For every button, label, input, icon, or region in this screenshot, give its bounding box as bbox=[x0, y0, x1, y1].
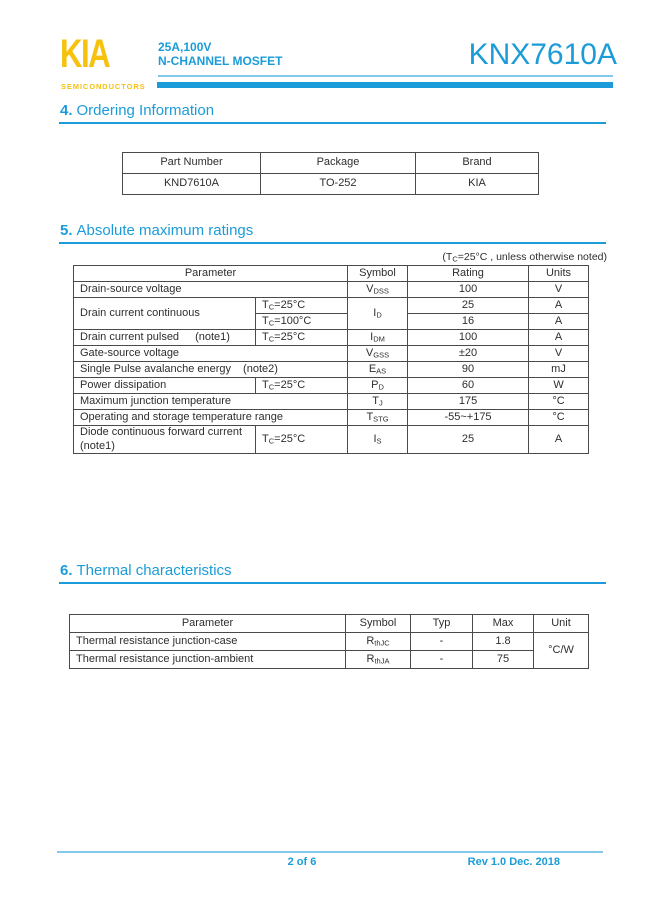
cell-unit: V bbox=[529, 346, 589, 362]
conditions-note: ($T_C=25^\circ C$ , unless otherwise noted) bbox=[442, 251, 607, 264]
cell-rating: 100 bbox=[408, 282, 529, 298]
table-row-rthja bbox=[70, 651, 589, 669]
table-row-eas bbox=[74, 362, 589, 378]
product-subtitle bbox=[158, 40, 282, 68]
logo-caption: SEMICONDUCTORS bbox=[61, 82, 146, 91]
kia-logo: KIA bbox=[60, 32, 110, 76]
table-row-vgss bbox=[74, 346, 589, 362]
cell-rating: ±20 bbox=[408, 346, 529, 362]
cell-parameter: Drain current continuous bbox=[74, 298, 256, 330]
section-number: 5. bbox=[60, 222, 73, 239]
cell-package: TO-252 bbox=[261, 174, 416, 195]
footer-rule bbox=[57, 851, 603, 853]
section-title: Absolute maximum ratings bbox=[76, 222, 254, 239]
col-header-rating: Rating bbox=[408, 266, 529, 282]
cell-max: 1.8 bbox=[473, 633, 534, 651]
cell-condition: $T_C=25^\circ C$ bbox=[256, 378, 348, 394]
cell-rating: 90 bbox=[408, 362, 529, 378]
cell-rating: 25 bbox=[408, 298, 529, 314]
section-rule bbox=[59, 122, 606, 124]
table-header-row bbox=[74, 266, 589, 282]
col-header-parameter: Parameter bbox=[74, 266, 348, 282]
section-heading-ordering bbox=[60, 102, 214, 119]
section-title: Ordering Information bbox=[76, 102, 215, 119]
product-type-line: N-CHANNEL MOSFET bbox=[158, 54, 283, 68]
cell-parameter: Drain current pulsed (note1) bbox=[74, 330, 256, 346]
cell-unit: °C/W bbox=[534, 633, 589, 669]
section-number: 4. bbox=[60, 102, 73, 119]
part-number-title: KNX7610A bbox=[468, 38, 617, 71]
cell-symbol: $T_{STG}$ bbox=[348, 410, 408, 426]
cell-part-number: KND7610A bbox=[123, 174, 261, 195]
cell-unit: A bbox=[529, 298, 589, 314]
col-header-max: Max bbox=[473, 615, 534, 633]
cell-parameter: Maximum junction temperature bbox=[74, 394, 348, 410]
cell-parameter: Single Pulse avalanche energy (note2) bbox=[74, 362, 348, 378]
cell-symbol: $V_{GSS}$ bbox=[348, 346, 408, 362]
col-header-brand: Brand bbox=[416, 153, 539, 174]
cell-parameter: Thermal resistance junction-case bbox=[70, 633, 346, 651]
cell-condition: $T_C=100^\circ C$ bbox=[256, 314, 348, 330]
table-row-pd bbox=[74, 378, 589, 394]
section-heading-ratings bbox=[60, 222, 253, 239]
cell-symbol: $E_{AS}$ bbox=[348, 362, 408, 378]
cell-rating: 175 bbox=[408, 394, 529, 410]
cell-parameter: Operating and storage temperature range bbox=[74, 410, 348, 426]
cell-typ: - bbox=[411, 633, 473, 651]
cell-rating: -55~+175 bbox=[408, 410, 529, 426]
table-row-tj bbox=[74, 394, 589, 410]
cell-unit: V bbox=[529, 282, 589, 298]
thermal-table bbox=[69, 614, 589, 669]
table-header-row bbox=[70, 615, 589, 633]
cell-unit: A bbox=[529, 330, 589, 346]
cell-parameter: Power dissipation bbox=[74, 378, 256, 394]
cell-symbol: $I_S$ bbox=[348, 426, 408, 454]
cell-symbol: $R_{thJC}$ bbox=[346, 633, 411, 651]
cell-unit: °C bbox=[529, 410, 589, 426]
table-row bbox=[123, 174, 539, 195]
cell-symbol: $T_J$ bbox=[348, 394, 408, 410]
cell-max: 75 bbox=[473, 651, 534, 669]
table-row-is bbox=[74, 426, 589, 454]
header-rule-thick bbox=[157, 82, 613, 88]
cell-condition: $T_C=25^\circ C$ bbox=[256, 426, 348, 454]
section-heading-thermal bbox=[60, 562, 232, 579]
revision-label: Rev 1.0 Dec. 2018 bbox=[467, 856, 560, 868]
ordering-table bbox=[122, 152, 539, 195]
table-row-idm bbox=[74, 330, 589, 346]
cell-unit: mJ bbox=[529, 362, 589, 378]
cell-symbol: $I_D$ bbox=[348, 298, 408, 330]
cell-parameter: Drain-source voltage bbox=[74, 282, 348, 298]
cell-condition: $T_C=25^\circ C$ bbox=[256, 298, 348, 314]
cell-rating: 16 bbox=[408, 314, 529, 330]
section-title: Thermal characteristics bbox=[76, 562, 232, 579]
cell-unit: A bbox=[529, 314, 589, 330]
cell-symbol: $P_D$ bbox=[348, 378, 408, 394]
section-rule bbox=[59, 242, 606, 244]
cell-symbol: $V_{DSS}$ bbox=[348, 282, 408, 298]
cell-typ: - bbox=[411, 651, 473, 669]
table-row-rthjc bbox=[70, 633, 589, 651]
section-number: 6. bbox=[60, 562, 73, 579]
table-header-row bbox=[123, 153, 539, 174]
col-header-units: Units bbox=[529, 266, 589, 282]
cell-unit: °C bbox=[529, 394, 589, 410]
cell-rating: 60 bbox=[408, 378, 529, 394]
cell-parameter: Gate-source voltage bbox=[74, 346, 348, 362]
cell-parameter: Thermal resistance junction-ambient bbox=[70, 651, 346, 669]
section-rule bbox=[59, 582, 606, 584]
table-row-tstg bbox=[74, 410, 589, 426]
cell-symbol: $R_{thJA}$ bbox=[346, 651, 411, 669]
table-row-vdss bbox=[74, 282, 589, 298]
ratings-table bbox=[73, 265, 589, 454]
cell-unit: W bbox=[529, 378, 589, 394]
cell-symbol: $I_{DM}$ bbox=[348, 330, 408, 346]
col-header-parameter: Parameter bbox=[70, 615, 346, 633]
product-rating-line: 25A,100V bbox=[158, 40, 212, 54]
page-number: 2 of 6 bbox=[287, 856, 317, 868]
col-header-package: Package bbox=[261, 153, 416, 174]
cell-unit: A bbox=[529, 426, 589, 454]
col-header-symbol: Symbol bbox=[348, 266, 408, 282]
col-header-typ: Typ bbox=[411, 615, 473, 633]
cell-rating: 100 bbox=[408, 330, 529, 346]
cell-parameter: Diode continuous forward current (note1) bbox=[74, 426, 256, 454]
col-header-part-number: Part Number bbox=[123, 153, 261, 174]
col-header-unit: Unit bbox=[534, 615, 589, 633]
cell-rating: 25 bbox=[408, 426, 529, 454]
header-rule-thin bbox=[158, 75, 613, 77]
table-row-id-25 bbox=[74, 298, 589, 314]
cell-condition: $T_C=25^\circ C$ bbox=[256, 330, 348, 346]
cell-brand: KIA bbox=[416, 174, 539, 195]
col-header-symbol: Symbol bbox=[346, 615, 411, 633]
